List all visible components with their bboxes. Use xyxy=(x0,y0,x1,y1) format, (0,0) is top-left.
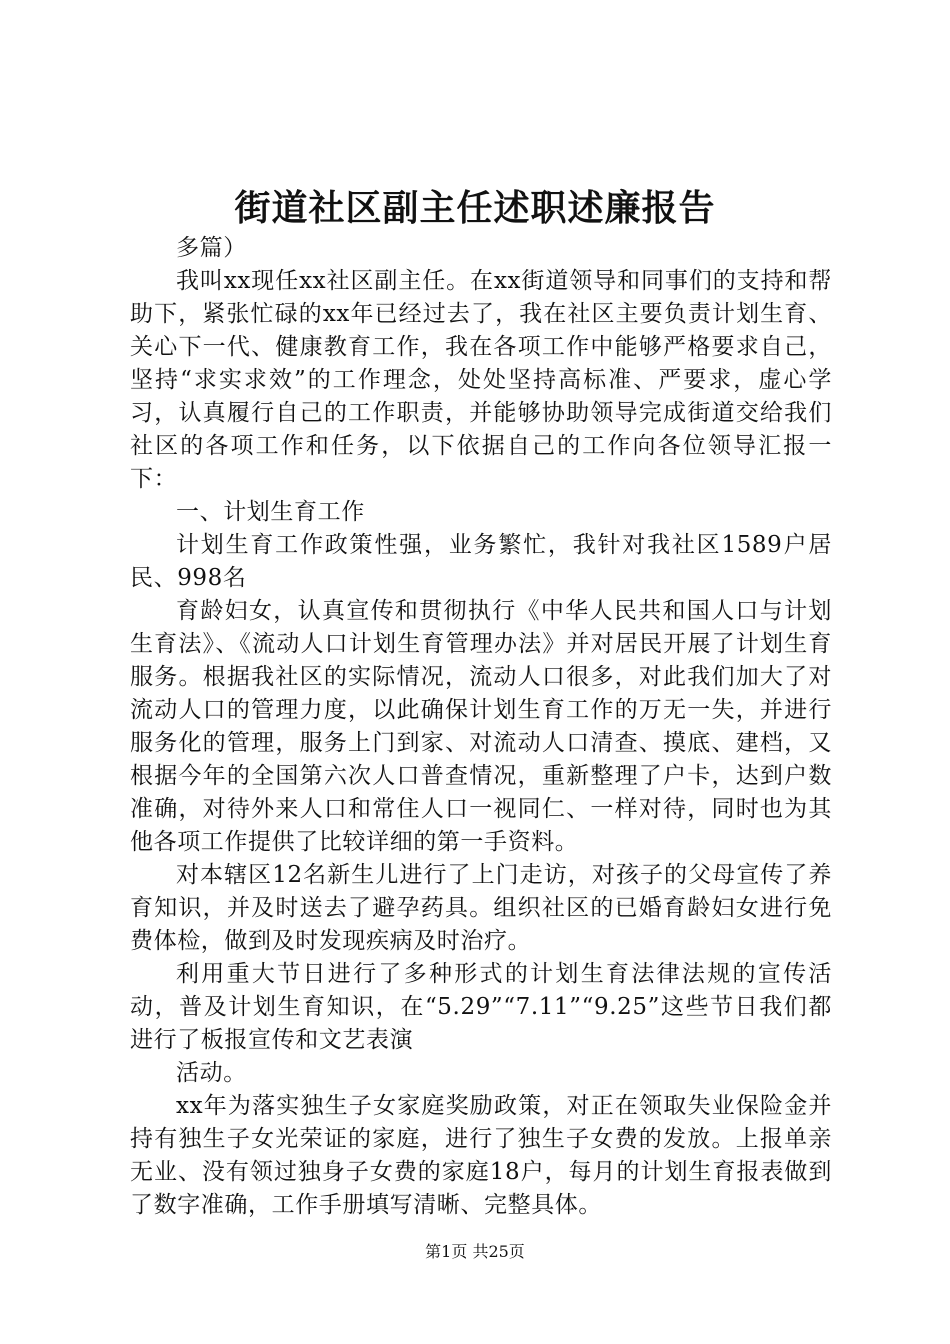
paragraph-self-introduction: 我叫xx现任xx社区副主任。在xx街道领导和同事们的支持和帮助下，紧张忙碌的xx年已经过去了，我在社区主要负责计划生育、关心下一代、健康教育工作，我在各项工作中能够严格要求自己，坚持“求实求效”的工作理念，处处坚持高标准、严要求，虚心学习，认真履行自己的工作职责，并能够协助领导完成街道交给我们社区的各项工作和任务，以下依据自己的工作向各位领导汇报一下： xyxy=(130,268,832,492)
page-number-footer: 第1页 共25页 xyxy=(425,1242,525,1261)
document-title: 街道社区副主任述职述廉报告 xyxy=(234,187,716,229)
paragraph-holiday-publicity: 利用重大节日进行了多种形式的计划生育法律法规的宣传活动，普及计划生育知识，在“5.29”“7.11”“9.25”这些节日我们都进行了板报宣传和文艺表演 xyxy=(130,961,832,1053)
section-heading-family-planning: 一、计划生育工作 xyxy=(176,499,365,525)
paragraph-newborn-visits: 对本辖区12名新生儿进行了上门走访，对孩子的父母宣传了养育知识，并及时送去了避孕药具。组织社区的已婚育龄妇女进行免费体检，做到及时发现疾病及时治疗。 xyxy=(130,862,832,954)
paragraph-activity: 活动。 xyxy=(176,1060,247,1086)
paragraph-intro-note: 多篇） xyxy=(176,235,247,261)
paragraph-only-child-policy: xx年为落实独生子女家庭奖励政策，对正在领取失业保险金并持有独生子女光荣证的家庭，进行了独生子女费的发放。上报单亲无业、没有领过独身子女费的家庭18户，每月的计划生育报表做到了数字准确，工作手册填写清晰、完整具体。 xyxy=(130,1093,832,1218)
paragraph-family-planning-overview: 计划生育工作政策性强，业务繁忙，我针对我社区1589户居民、998名 xyxy=(130,532,832,591)
document-body xyxy=(130,232,832,1222)
paragraph-women-policy: 育龄妇女，认真宣传和贯彻执行《中华人民共和国人口与计划生育法》、《流动人口计划生育管理办法》并对居民开展了计划生育服务。根据我社区的实际情况，流动人口很多，对此我们加大了对流动人口的管理力度，以此确保计划生育工作的万无一失，并进行服务化的管理，服务上门到家、对流动人口清查、摸底、建档，又根据今年的全国第六次人口普查情况，重新整理了户卡，达到户数准确，对待外来人口和常住人口一视同仁、一样对待，同时也为其他各项工作提供了比较详细的第一手资料。 xyxy=(130,598,832,855)
